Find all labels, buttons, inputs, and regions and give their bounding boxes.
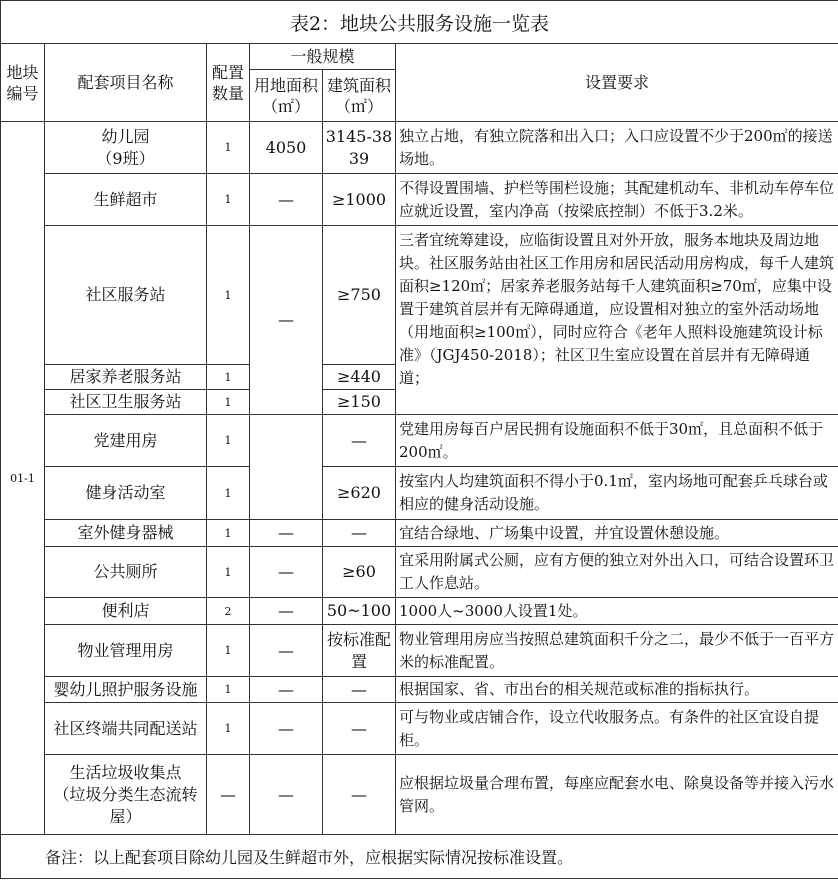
land-area: — [250,755,323,835]
table-row [1,520,838,547]
requirement: 三者宜统筹建设，应临街设置且对外开放，服务本地块及周边地块。社区服务站由社区工作用房和居民活动用房构成，每千人建筑面积≥120㎡；居家养老服务站每千人建筑面积≥70㎡，应集中设置于建筑首层并有无障碍通道，应设置相对独立的室外活动场地（用地面积≥100㎡），同时应符合《老年人照料设施建筑设计标准》（JGJ450-2018）；社区卫生室应设置在首层并有无障碍通道； [396,226,838,415]
table-row [1,467,838,520]
item-count: 1 [207,226,250,365]
land-area: — [250,226,323,415]
item-name: 居家养老服务站 [45,365,207,390]
item-count: 1 [207,467,250,520]
table-row [1,677,838,703]
header-land-area: 用地面积 （㎡） [250,70,323,122]
item-name: 社区卫生服务站 [45,390,207,415]
item-name: 室外健身器械 [45,520,207,547]
header-plot-no: 地块 编号 [1,44,45,122]
land-area: — [250,174,323,226]
requirement: 不得设置围墙、护栏等围栏设施；其配建机动车、非机动车停车位应就近设置，室内净高（按梁底控制）不低于3.2米。 [396,174,838,226]
requirement: 物业管理用房应当按照总建筑面积千分之二，最少不低于一百平方米的标准配置。 [396,625,838,677]
table-title: 表2：地块公共服务设施一览表 [1,1,838,44]
land-area [250,415,323,520]
item-name: 社区终端共同配送站 [45,703,207,755]
requirement: 1000人~3000人设置1处。 [396,598,838,625]
item-count: 1 [207,677,250,703]
build-area: 3145-3839 [323,122,396,174]
table-row [1,598,838,625]
land-area: — [250,625,323,677]
build-area: 按标准配置 [323,625,396,677]
item-count: 1 [207,547,250,598]
item-count: 1 [207,122,250,174]
build-area: 50~100 [323,598,396,625]
land-area: — [250,520,323,547]
land-area: — [250,677,323,703]
build-area: ≥440 [323,365,396,390]
table-row [1,174,838,226]
requirement: 可与物业或店铺合作，设立代收服务点。有条件的社区宜设自提柜。 [396,703,838,755]
table-row [1,755,838,835]
land-area: — [250,598,323,625]
header-build-area: 建筑面积 （㎡） [323,70,396,122]
item-name: 幼儿园 （9班） [45,122,207,174]
table-row [1,625,838,677]
item-name: 便利店 [45,598,207,625]
build-area: ≥60 [323,547,396,598]
item-name: 物业管理用房 [45,625,207,677]
header-scale: 一般规模 [250,44,396,70]
table-row [1,415,838,467]
land-area: — [250,703,323,755]
build-area: — [323,415,396,467]
table-row [1,547,838,598]
build-area: ≥750 [323,226,396,365]
item-name: 公共厕所 [45,547,207,598]
land-area: — [250,547,323,598]
requirement: 宜结合绿地、广场集中设置，并宜设置休憩设施。 [396,520,838,547]
requirement: 按室内人均建筑面积不得小于0.1㎡，室内场地可配套乒乓球台或相应的健身活动设施。 [396,467,838,520]
item-count: — [207,755,250,835]
build-area: — [323,755,396,835]
build-area: ≥1000 [323,174,396,226]
item-count: 1 [207,415,250,467]
build-area: ≥150 [323,390,396,415]
table-row [1,226,838,365]
requirement: 应根据垃圾量合理布置，每座应配套水电、除臭设备等并接入污水管网。 [396,755,838,835]
header-item-name: 配套项目名称 [45,44,207,122]
build-area: ≥620 [323,467,396,520]
item-name: 党建用房 [45,415,207,467]
land-area: 4050 [250,122,323,174]
item-count: 1 [207,174,250,226]
header-count: 配置 数量 [207,44,250,122]
item-count: 2 [207,598,250,625]
item-count: 1 [207,703,250,755]
build-area: — [323,703,396,755]
table-note: 备注：以上配套项目除幼儿园及生鲜超市外，应根据实际情况按标准设置。 [1,835,838,879]
requirement: 独立占地，有独立院落和出入口；入口应设置不少于200㎡的接送场地。 [396,122,838,174]
item-name: 生鲜超市 [45,174,207,226]
item-name: 婴幼儿照护服务设施 [45,677,207,703]
header-requirement: 设置要求 [396,44,838,122]
item-count: 1 [207,625,250,677]
item-count: 1 [207,520,250,547]
requirement: 根据国家、省、市出台的相关规范或标准的指标执行。 [396,677,838,703]
build-area: — [323,677,396,703]
item-count: 1 [207,365,250,390]
item-name: 社区服务站 [45,226,207,365]
item-name: 生活垃圾收集点 （垃圾分类生态流转屋） [45,755,207,835]
plot-number: 01-1 [1,122,45,835]
table-row [1,122,838,174]
requirement: 宜采用附属式公厕，应有方便的独立对外出入口，可结合设置环卫工人作息站。 [396,547,838,598]
requirement: 党建用房每百户居民拥有设施面积不低于30㎡，且总面积不低于200㎡。 [396,415,838,467]
table-row [1,703,838,755]
item-name: 健身活动室 [45,467,207,520]
item-count: 1 [207,390,250,415]
build-area: — [323,520,396,547]
